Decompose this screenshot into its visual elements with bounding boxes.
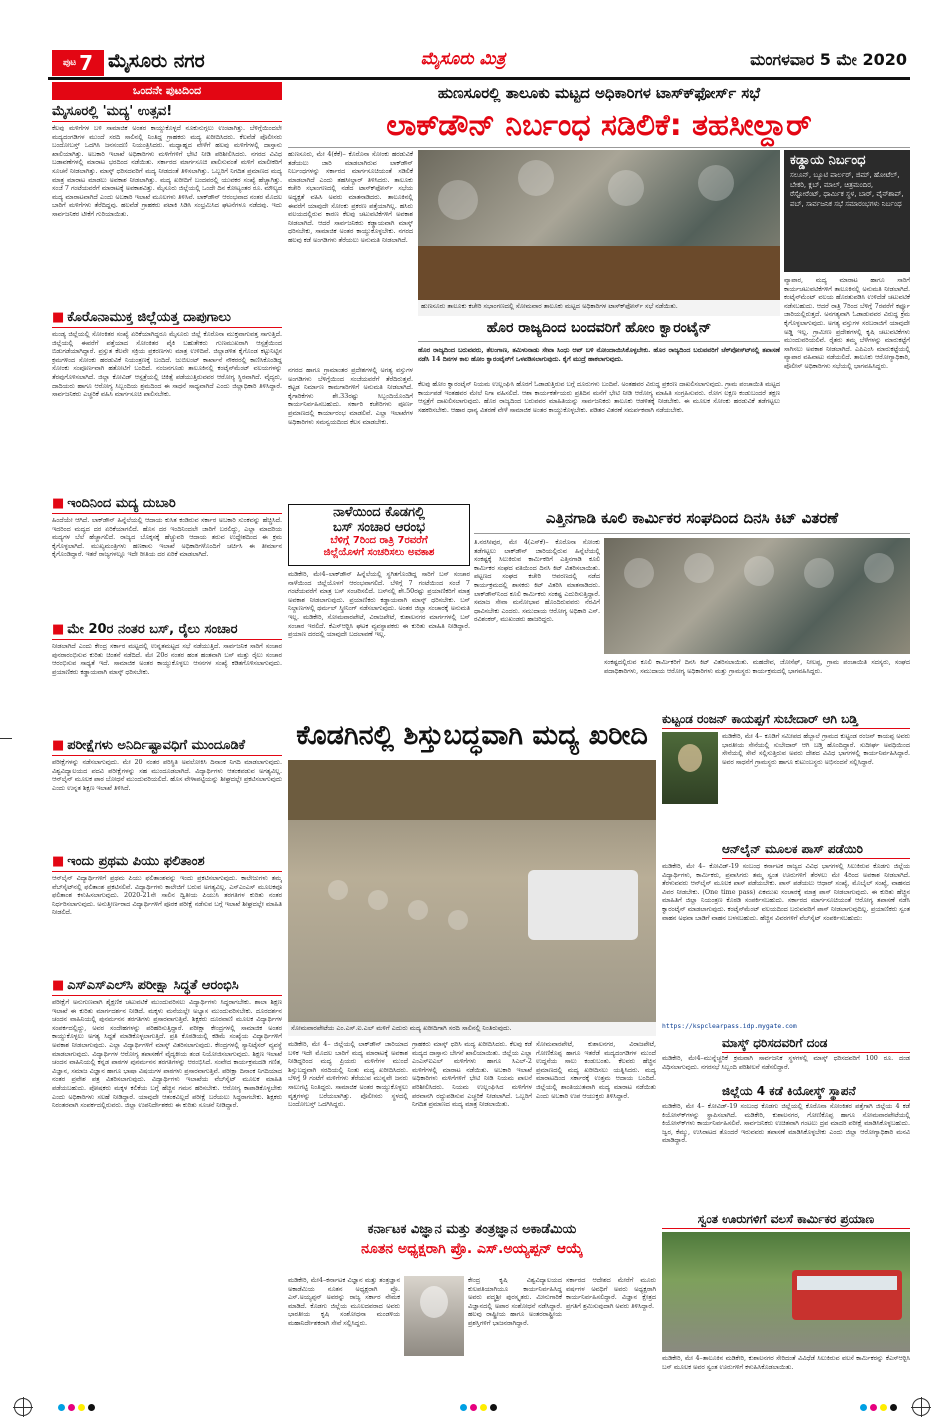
brief-head: ಆನ್‍ಲೈನ್ ಮೂಲಕ ಪಾಸ್ ಪಡೆಯಿರಿ [722, 842, 910, 859]
brand-logo [388, 46, 538, 72]
bullet-icon: ■ [52, 978, 65, 993]
left-item-head-text: ಇಂದಿನಿಂದ ಮದ್ಯ ದುಬಾರಿ [67, 496, 176, 511]
kodagu-bus-body: ಮಡಿಕೇರಿ, ಮೇ4–ಲಾಕ್‍ಡೌನ್ ಹಿನ್ನೆಲೆಯಲ್ಲಿ ಸ್ಥಗಿತಗೊಂಡಿದ್ದ ಸಾರಿಗೆ ಬಸ್ ಸಂಚಾರ ನಾಳೆಯಿಂದ ಜಿಲ್ಲೆಯೊಳಗೆ ಆರಂಭವಾಗಲಿದೆ. ಬೆಳಿಗ್ಗೆ 7 ಗಂಟೆಯಿಂದ ಸಂಜೆ 7 ಗಂಟೆಯವರೆಗೆ ಮಾತ್ರ ಬಸ್ ಸಂಚರಿಸಲಿದೆ. ಬಸ್‍ನಲ್ಲಿ ಶೇ.50ರಷ್ಟು ಪ್ರಯಾಣಿಕರಿಗೆ ಮಾತ್ರ ಅವಕಾಶ ನೀಡಲಾಗುವುದು. ಪ್ರಯಾಣಿಕರು ಕಡ್ಡಾಯವಾಗಿ ಮಾಸ್ಕ್ ಧರಿಸಬೇಕು. ಬಸ್ ನಿಲ್ದಾಣಗಳಲ್ಲಿ ಥರ್ಮಲ್ ಸ್ಕ್ರೀನಿಂಗ್ ನಡೆಸಲಾಗುವುದು. ಅಂತರ ಜಿಲ್ಲಾ ಸಂಚಾರಕ್ಕೆ ಅನುಮತಿ ಇಲ್ಲ. ಮಡಿಕೇರಿ, ಸೋಮವಾರಪೇಟೆ, ವಿರಾಜಪೇಟೆ, ಕುಶಾಲನಗರ ಮಾರ್ಗಗಳಲ್ಲಿ ಬಸ್ ಸಂಚಾರ ಇರಲಿದೆ. ಕೆಎಸ್‍ಆರ್‍ಟಿಸಿ ಘಟಕ ವ್ಯವಸ್ಥಾಪಕರು ಈ ಕುರಿತು ಮಾಹಿತಿ ನೀಡಿದ್ದಾರೆ. ಪ್ರಯಾಣ ದರದಲ್ಲಿ ಯಾವುದೇ ಬದಲಾವಣೆ ಇಲ್ಲ. [288, 570, 470, 639]
left-item-body: ನೀಡಲಾಗಿದೆ ಎಂದು ಕೇಂದ್ರ ಸರ್ಕಾರ ಮಟ್ಟದಲ್ಲಿ ಉನ್ನತಮಟ್ಟದ ಸಭೆ ನಡೆಯುತ್ತಿದೆ. ಸಾರ್ವಜನಿಕ ಸಾರಿಗೆ ಸಂಚಾರ ಪುನರಾರಂಭಿಸುವ ಕುರಿತು ಚಿಂತನೆ ನಡೆದಿದೆ. ಮೇ 20ರ ನಂತರ ಹಂತ ಹಂತವಾಗಿ ಬಸ್ ಮತ್ತು ರೈಲು ಸಂಚಾರ ಆರಂಭಿಸುವ ಸಾಧ್ಯತೆ ಇದೆ. ಸಾಮಾಜಿಕ ಅಂತರ ಕಾಯ್ದುಕೊಳ್ಳಲು ಆಸನಗಳ ಸಂಖ್ಯೆ ಕಡಿತಗೊಳಿಸಲಾಗುವುದು. ಪ್ರಯಾಣಿಕರು ಕಡ್ಡಾಯವಾಗಿ ಮಾಸ್ಕ್ ಧರಿಸಬೇಕು. [52, 642, 282, 676]
kaddaya-box-title: ಕಡ್ಡಾಯ ನಿರ್ಬಂಧ [790, 153, 866, 168]
home-quarantine-body: ಕೆಲವು ಹೋಂ ಕ್ವಾರಂಟೈನ್ ನಿಯಮ ಉಲ್ಲಂಘಿಸಿ ಹೊರಗೆ ಓಡಾಡುತ್ತಿರುವ ಬಗ್ಗೆ ದೂರುಗಳು ಬಂದಿವೆ. ಅಂತಹವರ ವಿರುದ್ಧ ಪ್ರಕರಣ ದಾಖಲಿಸಲಾಗುವುದು. ಗ್ರಾಮ ಪಂಚಾಯಿತಿ ಮಟ್ಟದ ಕಾರ್ಯಪಡೆ ಇಂತಹವರ ಮೇಲೆ ನಿಗಾ ವಹಿಸಲಿದೆ. ಆಶಾ ಕಾರ್ಯಕರ್ತೆಯರು ಪ್ರತಿದಿನ ಮನೆಗೆ ಭೇಟಿ ನೀಡಿ ಆರೋಗ್ಯ ಮಾಹಿತಿ ಸಂಗ್ರಹಿಸುವರು. ರೋಗ ಲಕ್ಷಣ ಕಂಡುಬಂದರೆ ತಕ್ಷಣ ಆಸ್ಪತ್ರೆಗೆ ದಾಖಲಿಸಲಾಗುವುದು. ಹೊರ ರಾಜ್ಯದಿಂದ ಬರುವವರ ಮಾಹಿತಿಯನ್ನು ಸಾರ್ವಜನಿಕರು ತಾಲೂಕು ಆಡಳಿತಕ್ಕೆ ನೀಡಬೇಕು. ಈ ಮೂಲಕ ಸೋಂಕು ಹರಡುವಿಕೆ ತಡೆಗಟ್ಟಲು ಸಹಕರಿಸಬೇಕು. ಆಹಾರ ಧಾನ್ಯ ವಿತರಣೆ ವೇಳೆ ಸಾಮಾಜಿಕ ಅಂತರ ಕಾಯ್ದುಕೊಳ್ಳಬೇಕು. ಪಡಿತರ ವಿತರಣೆ ಸಮರ್ಪಕವಾಗಿ ನಡೆಯಬೇಕು. [418, 380, 780, 414]
top-story-kicker: ಹುಣಸೂರಲ್ಲಿ ತಾಲೂಕು ಮಟ್ಟದ ಅಧಿಕಾರಿಗಳ ಟಾಸ್ಕ್‍ಫೋರ್ಸ್ ಸಭೆ [437, 84, 761, 102]
kaddaya-box [784, 150, 910, 272]
section-name: ಮೈಸೂರು ನಗರ [108, 50, 205, 72]
home-quarantine-lead: ಹೊರ ರಾಜ್ಯದಿಂದ ಬರುವವರು, ತೆಲಂಗಾಣ, ತಮಿಳುನಾಡು ಸೇವಾ ಸಿಂಧು ಆಪ್ ಬಳಿ ನೋಂದಾಯಿಸಿಕೊಳ್ಳಬೇಕು. ಹೊರ ರಾಜ್ಯದಿಂದ ಬರುವವರಿಗೆ ಚೆಕ್‍ಪೋಸ್ಟ್‍ನಲ್ಲಿ ತಪಾಸಣೆ ನಡೆಸಿ 14 ದಿನಗಳ ಕಾಲ ಹೋಂ ಕ್ವಾರಂಟೈನ್‍ಗೆ ಒಳಪಡಿಸಲಾಗುವುದು. ಕೈಗೆ ಮುದ್ರೆ ಹಾಕಲಾಗುವುದು. [418, 346, 780, 363]
brief-body: ಮಡಿಕೇರಿ, ಮೇ4–ಮುನ್ನೆಚ್ಚರಿಕೆ ಕ್ರಮವಾಗಿ ಸಾರ್ವಜನಿಕ ಸ್ಥಳಗಳಲ್ಲಿ ಮಾಸ್ಕ್ ಧರಿಸದವರಿಗೆ 100 ರೂ. ದಂಡ ವಿಧಿಸಲಾಗುವುದು. ನಗರಸಭೆ ಸಿಬ್ಬಂದಿ ಪರಿಶೀಲನೆ ನಡೆಸಲಿದ್ದಾರೆ. [662, 1054, 910, 1071]
kaddaya-text: ವ್ಯಾಪಾರ, ಮದ್ಯ ಮಾರಾಟ ಹಾಗೂ ಸಾರಿಗೆ ಕಾರ್ಯಚಟುವಟಿಕೆಗಳಿಗೆ ತಾಲೂಕಿನಲ್ಲಿ ಅನುಮತಿ ನೀಡಲಾಗಿದೆ. ಕಂಟೈನ್‍ಮೆಂಟ್ ವಲಯ ಹೊರತುಪಡಿಸಿ ಉಳಿದೆಡೆ ಚಟುವಟಿಕೆ ನಡೆಸಬಹುದು. ಆದರೆ ರಾತ್ರಿ 7ರಿಂದ ಬೆಳಿಗ್ಗೆ 7ರವರೆಗೆ ಕರ್ಫ್ಯೂ ಜಾರಿಯಲ್ಲಿರುತ್ತದೆ. ಅನಗತ್ಯವಾಗಿ ಓಡಾಡುವವರ ವಿರುದ್ಧ ಕ್ರಮ ಕೈಗೊಳ್ಳಲಾಗುವುದು. ಅಗತ್ಯ ವಸ್ತುಗಳ ಸರಬರಾಜಿಗೆ ಯಾವುದೇ ಅಡ್ಡಿ ಇಲ್ಲ. ಗ್ರಾಮೀಣ ಪ್ರದೇಶಗಳಲ್ಲಿ ಕೃಷಿ ಚಟುವಟಿಕೆಗಳು ಮುಂದುವರಿಯಲಿವೆ. ರೈತರು ತಮ್ಮ ಬೆಳೆಗಳನ್ನು ಮಾರುಕಟ್ಟೆಗೆ ಸಾಗಿಸಲು ಅವಕಾಶ ನೀಡಲಾಗಿದೆ. ಎಪಿಎಂಸಿ ಮಾರುಕಟ್ಟೆಯಲ್ಲಿ ವ್ಯಾಪಾರ ವಹಿವಾಟು ನಡೆಯಲಿದೆ. ತಾಲೂಕು ಆರೋಗ್ಯಾಧಿಕಾರಿ, ಪೊಲೀಸ್ ಅಧಿಕಾರಿಗಳು ಸಭೆಯಲ್ಲಿ ಭಾಗವಹಿಸಿದ್ದರು. [784, 276, 910, 370]
liquor-queue-photo [288, 760, 656, 1022]
registration-mark-icon [912, 1398, 930, 1416]
left-item-head: ಮೈಸೂರಲ್ಲಿ 'ಮದ್ಯ' ಉತ್ಸವ! [52, 104, 282, 122]
liquor-body-3: ಸೋಮವಾರಪೇಟೆ, ಕುಶಾಲನಗರ, ವಿರಾಜಪೇಟೆ, ಗೋಣಿಕೊಪ್ಪ ಹಾಗೂ ಇತರೆಡೆ ಮದ್ಯದಂಗಡಿಗಳ ಮುಂದೆ ಉದ್ದನೆಯ ಸಾಲು ಕಂಡುಬಂತು. ಕೆಲವರು ಹೆಚ್ಚಿನ ಪ್ರಮಾಣದಲ್ಲಿ ಮದ್ಯ ಖರೀದಿಸಲು ಯತ್ನಿಸಿದರು. ಮದ್ಯ ಮಾರಾಟದಿಂದ ಸರ್ಕಾರಕ್ಕೆ ಉತ್ತಮ ಆದಾಯ ಬಂದಿದೆ. ಜಿಲ್ಲೆಯಲ್ಲಿ ಶಾಂತಿಯುತವಾಗಿ ಮದ್ಯ ಮಾರಾಟ ನಡೆಯಿತು ಎಂದು ಅಬಕಾರಿ ಉಪ ಆಯುಕ್ತರು ತಿಳಿಸಿದ್ದಾರೆ. [536, 1040, 656, 1100]
top-story-body-2: ನಗರದ ಹಾಗೂ ಗ್ರಾಮಾಂತರ ಪ್ರದೇಶಗಳಲ್ಲಿ ಅಗತ್ಯ ವಸ್ತುಗಳ ಅಂಗಡಿಗಳು ಬೆಳಿಗ್ಗೆಯಿಂದ ಸಂಜೆಯವರೆಗೆ ತೆರೆದಿರುತ್ತವೆ. ಕಟ್ಟಡ ನಿರ್ಮಾಣ ಕಾಮಗಾರಿಗಳಿಗೆ ಅನುಮತಿ ನೀಡಲಾಗಿದೆ. ಕೈಗಾರಿಕೆಗಳು ಶೇ.33ರಷ್ಟು ಸಿಬ್ಬಂದಿಯೊಂದಿಗೆ ಕಾರ್ಯನಿರ್ವಹಿಸಬಹುದು. ಸರ್ಕಾರಿ ಕಚೇರಿಗಳು ಪೂರ್ಣ ಪ್ರಮಾಣದಲ್ಲಿ ಕಾರ್ಯಾರಂಭ ಮಾಡಲಿವೆ. ಎಲ್ಲಾ ಇಲಾಖೆಗಳ ಅಧಿಕಾರಿಗಳು ಸಮನ್ವಯದಿಂದ ಕೆಲಸ ಮಾಡಬೇಕು. [288, 366, 413, 426]
taskforce-photo-caption: ಹುಣಸೂರು ತಾಲೂಕು ಕಚೇರಿ ಸಭಾಂಗಣದಲ್ಲಿ ಸೋಮವಾರ ತಾಲೂಕು ಮಟ್ಟದ ಅಧಿಕಾರಿಗಳ ಟಾಸ್ಕ್‍ಫೋರ್ಸ್ ಸಭೆ ನಡೆಯಿತು. [418, 300, 780, 316]
brief-body: ಮಡಿಕೇರಿ, ಮೇ 4– ಕೋವಿಡ್-19 ಸಂಬಂಧ ಕರ್ನಾಟಕ ರಾಜ್ಯದ ವಿವಿಧ ಭಾಗಗಳಲ್ಲಿ ಸಿಲುಕಿರುವ ಕೊಡಗು ಜಿಲ್ಲೆಯ ವಿದ್ಯಾರ್ಥಿಗಳು, ಕಾರ್ಮಿಕರು, ಪ್ರವಾಸಿಗರು ತಮ್ಮ ಸ್ವಂತ ಊರುಗಳಿಗೆ ತೆರಳಲು ಮೇ 4ರಿಂದ ಅವಕಾಶ ನೀಡಲಾಗಿದೆ. ತೆರಳುವವರು ಆನ್‍ಲೈನ್ ಮೂಲಕ ಪಾಸ್ ಪಡೆಯಬೇಕು. ಪಾಸ್ ಪಡೆಯಲು ಆಧಾರ್ ಸಂಖ್ಯೆ, ಮೊಬೈಲ್ ಸಂಖ್ಯೆ, ವಾಹನದ ವಿವರ ನೀಡಬೇಕು. (One time pass) ಏಕಮುಖ ಸಂಚಾರಕ್ಕೆ ಮಾತ್ರ ಪಾಸ್ ನೀಡಲಾಗುವುದು. ಈ ಕುರಿತು ಹೆಚ್ಚಿನ ಮಾಹಿತಿಗೆ ಜಿಲ್ಲಾ ನಿಯಂತ್ರಣ ಕೊಠಡಿ ಸಂಪರ್ಕಿಸಬಹುದು. ಸರ್ಕಾರದ ಮಾರ್ಗಸೂಚಿಯಂತೆ ಆರೋಗ್ಯ ತಪಾಸಣೆ ನಡೆಸಿ ಕ್ವಾರಂಟೈನ್ ಮಾಡಲಾಗುವುದು. ಕಂಟೈನ್‍ಮೆಂಟ್ ವಲಯದಿಂದ ಬರುವವರಿಗೆ ಪಾಸ್ ನೀಡಲಾಗುವುದಿಲ್ಲ. ಪ್ರಯಾಣಿಕರು ಸ್ವಂತ ವಾಹನ ಅಥವಾ ಬಾಡಿಗೆ ವಾಹನ ಬಳಸಬಹುದು. ಹೆಚ್ಚಿನ ವಿವರಗಳಿಗೆ ವೆಬ್‍ಸೈಟ್ ಸಂಪರ್ಕಿಸಬಹುದು: [662, 862, 910, 922]
left-item-head-text: ಪರೀಕ್ಷೆಗಳು ಅನಿರ್ದಿಷ್ಟಾವಧಿಗೆ ಮುಂದೂಡಿಕೆ [67, 738, 245, 753]
left-item-head [52, 622, 282, 640]
pass-url-link[interactable]: https://kspclearpass.idp.mygate.com [662, 1022, 797, 1030]
left-item-head [52, 310, 282, 328]
bullet-icon: ■ [52, 496, 65, 511]
brand-name: ಮೈಸೂರು ಮಿತ್ರ [420, 49, 506, 69]
top-story-body: ಹುಣಸೂರು, ಮೇ 4(ಕೆಕೆ)– ಕೊರೊನಾ ಸೋಂಕು ಹರಡುವಿಕೆ ತಡೆಯಲು ಜಾರಿ ಮಾಡಲಾಗಿರುವ ಲಾಕ್‍ಡೌನ್ ನಿರ್ಬಂಧಗಳನ್ನು ಸರ್ಕಾರದ ಮಾರ್ಗಸೂಚಿಯಂತೆ ಸಡಿಲಿಕೆ ಮಾಡಲಾಗಿದೆ ಎಂದು ತಹಸೀಲ್ದಾರ್ ತಿಳಿಸಿದರು. ತಾಲೂಕು ಕಚೇರಿ ಸಭಾಂಗಣದಲ್ಲಿ ನಡೆದ ಟಾಸ್ಕ್‍ಫೋರ್ಸ್ ಸಭೆಯ ಅಧ್ಯಕ್ಷತೆ ವಹಿಸಿ ಅವರು ಮಾತನಾಡಿದರು. ತಾಲೂಕಿನಲ್ಲಿ ಈವರೆಗೆ ಯಾವುದೇ ಸೋಂಕು ಪ್ರಕರಣ ಪತ್ತೆಯಾಗಿಲ್ಲ. ಹಸಿರು ವಲಯದಲ್ಲಿರುವ ಕಾರಣ ಕೆಲವು ಚಟುವಟಿಕೆಗಳಿಗೆ ಅವಕಾಶ ನೀಡಲಾಗಿದೆ. ಆದರೆ ಸಾರ್ವಜನಿಕರು ಕಡ್ಡಾಯವಾಗಿ ಮಾಸ್ಕ್ ಧರಿಸಬೇಕು, ಸಾಮಾಜಿಕ ಅಂತರ ಕಾಯ್ದುಕೊಳ್ಳಬೇಕು. ನಗರದ ಹಲವು ಕಡೆ ಅಂಗಡಿಗಳು ತೆರೆಯಲು ಅನುಮತಿ ನೀಡಲಾಗಿದೆ. [288, 150, 413, 244]
masthead-rule [48, 77, 910, 80]
left-item-head [52, 978, 282, 996]
liquor-body-2: ಗ್ರಾಹಕರು ಮಾಸ್ಕ್ ಧರಿಸಿ ಮದ್ಯ ಖರೀದಿಸಿದರು. ಕೆಲವು ಕಡೆ ಮದ್ಯದ ದಾಸ್ತಾನು ಬೇಗನೆ ಖಾಲಿಯಾಯಿತು. ಜಿಲ್ಲೆಯ ಎಲ್ಲಾ ಎಂಎಸ್‍ಐಎಲ್ ಮಳಿಗೆಗಳು ಹಾಗೂ ಸಿಎಲ್-2 ಮಳಿಗೆಗಳಲ್ಲಿ ಮಾರಾಟ ನಡೆಯಿತು. ಅಬಕಾರಿ ಇಲಾಖೆ ಅಧಿಕಾರಿಗಳು ಮಳಿಗೆಗಳಿಗೆ ಭೇಟಿ ನೀಡಿ ನಿಯಮ ಪಾಲನೆ ಪರಿಶೀಲಿಸಿದರು. ನಿಯಮ ಉಲ್ಲಂಘಿಸಿದ ಮಳಿಗೆಗಳ ಪರವಾನಗಿ ರದ್ದುಪಡಿಸುವ ಎಚ್ಚರಿಕೆ ನೀಡಲಾಗಿದೆ. ಒಬ್ಬರಿಗೆ ನಿಗದಿತ ಪ್ರಮಾಣದ ಮದ್ಯ ಮಾತ್ರ ನೀಡಲಾಯಿತು. [412, 1040, 532, 1109]
brief-head: ಸ್ವಂತ ಊರುಗಳಿಗೆ ವಲಸೆ ಕಾರ್ಮಿಕರ ಪ್ರಯಾಣ [662, 1212, 910, 1229]
liquor-photo-caption: ಸೋಮವಾರಪೇಟೆಯ ಎಂ.ಎಸ್.ಐ.ಎಲ್ ಮಳಿಗೆ ಎದುರು ಮದ್ಯ ಖರೀದಿಗಾಗಿ ಸರದಿ ಸಾಲಿನಲ್ಲಿ ನಿಂತಿರುವುದು. [288, 1022, 656, 1036]
left-item-body: ಆನ್‍ಲೈನ್ ವಿದ್ಯಾರ್ಥಿಗಳಿಗೆ ಪ್ರಥಮ ಪಿಯು ಫಲಿತಾಂಶವನ್ನು ಇಂದು ಪ್ರಕಟಿಸಲಾಗುವುದು. ಕಾಲೇಜುಗಳು ತಮ್ಮ ವೆಬ್‍ಸೈಟ್‍ನಲ್ಲಿ ಫಲಿತಾಂಶ ಪ್ರಕಟಿಸಲಿವೆ. ವಿದ್ಯಾರ್ಥಿಗಳು ಕಾಲೇಜಿಗೆ ಬರುವ ಅಗತ್ಯವಿಲ್ಲ. ಎಸ್‍ಎಂಎಸ್ ಮೂಲಕವೂ ಫಲಿತಾಂಶ ಕಳುಹಿಸಲಾಗುವುದು. 2020-21ನೇ ಸಾಲಿನ ದ್ವಿತೀಯ ಪಿಯುಸಿ ತರಗತಿಗಳ ಕುರಿತು ನಂತರ ನಿರ್ಧರಿಸಲಾಗುವುದು. ಅನುತ್ತೀರ್ಣರಾದ ವಿದ್ಯಾರ್ಥಿಗಳಿಗೆ ಪೂರಕ ಪರೀಕ್ಷೆ ನಡೆಸುವ ಬಗ್ಗೆ ಇಲಾಖೆ ಶೀಘ್ರದಲ್ಲೇ ಮಾಹಿತಿ ನೀಡಲಿದೆ. [52, 874, 282, 917]
academy-body-1: ಮಡಿಕೇರಿ, ಮೇ4–ಕರ್ನಾಟಕ ವಿಜ್ಞಾನ ಮತ್ತು ತಂತ್ರಜ್ಞಾನ ಅಕಾಡೆಮಿಯ ನೂತನ ಅಧ್ಯಕ್ಷರಾಗಿ ಪ್ರೊ. ಎಸ್.ಅಯ್ಯಪ್ಪನ್ ಅವರನ್ನು ರಾಜ್ಯ ಸರ್ಕಾರ ನೇಮಕ ಮಾಡಿದೆ. ಕೊಡಗು ಜಿಲ್ಲೆಯ ಮೂಲದವರಾದ ಅವರು ಭಾರತೀಯ ಕೃಷಿ ಸಂಶೋಧನಾ ಮಂಡಳಿಯ ಮಹಾನಿರ್ದೇಶಕರಾಗಿ ಸೇವೆ ಸಲ್ಲಿಸಿದ್ದರು. [288, 1276, 400, 1327]
left-item-head-text: ಎಸ್‍ಎಸ್‍ಎಲ್‍ಸಿ ಪರೀಕ್ಷಾ ಸಿದ್ಧತೆ ಆರಂಭಿಸಿ [67, 978, 239, 993]
kit-story-head: ಎತ್ತಿನಗಾಡಿ ಕೂಲಿ ಕಾರ್ಮಿಕರ ಸಂಘದಿಂದ ದಿನಸಿ ಕಿಟ್ ವಿತರಣೆ [545, 509, 839, 527]
left-item-body: ಕೆಲವು ಮಳಿಗೆಗಳ ಬಳಿ ಸಾಮಾಜಿಕ ಅಂತರ ಕಾಯ್ದುಕೊಳ್ಳದೆ ನೂಕುನುಗ್ಗಲು ಉಂಟಾಗಿತ್ತು. ಬೆಳಿಗ್ಗೆಯಿಂದಲೇ ಮದ್ಯದಂಗಡಿಗಳ ಮುಂದೆ ಸರದಿ ಸಾಲಿನಲ್ಲಿ ನಿಂತಿದ್ದ ಗ್ರಾಹಕರು ಮದ್ಯ ಖರೀದಿಸಿದರು. ಕೆಲವೆಡೆ ಪೊಲೀಸರು ಬಂದೋಬಸ್ತ್ ಒದಗಿಸಿ ಜನಸಂದಣಿ ನಿಯಂತ್ರಿಸಿದರು. ಮಧ್ಯಾಹ್ನದ ವೇಳೆಗೆ ಹಲವು ಮಳಿಗೆಗಳಲ್ಲಿ ದಾಸ್ತಾನು ಖಾಲಿಯಾಗಿತ್ತು. ಅಬಕಾರಿ ಇಲಾಖೆ ಅಧಿಕಾರಿಗಳು ಮಳಿಗೆಗಳಿಗೆ ಭೇಟಿ ನೀಡಿ ಪರಿಶೀಲಿಸಿದರು. ನಗರದ ವಿವಿಧ ಬಡಾವಣೆಗಳಲ್ಲಿ ಮಾರಾಟ ಭರದಿಂದ ನಡೆಯಿತು. ಸರ್ಕಾರದ ಮಾರ್ಗಸೂಚಿ ಪಾಲಿಸುವಂತೆ ಮಳಿಗೆ ಮಾಲೀಕರಿಗೆ ಸೂಚನೆ ನೀಡಲಾಗಿತ್ತು. ಮಾಸ್ಕ್ ಧರಿಸದವರಿಗೆ ಮದ್ಯ ನೀಡದಂತೆ ತಿಳಿಸಲಾಗಿತ್ತು. ಒಬ್ಬರಿಗೆ ನಿಗದಿತ ಪ್ರಮಾಣದ ಮದ್ಯ ಮಾತ್ರ ಮಾರಾಟ ಮಾಡಲು ಅವಕಾಶ ನೀಡಲಾಗಿತ್ತು. ಮದ್ಯ ಖರೀದಿಗೆ ಬಂದವರಲ್ಲಿ ಯುವಕರ ಸಂಖ್ಯೆ ಹೆಚ್ಚಾಗಿತ್ತು. ಸಂಜೆ 7 ಗಂಟೆಯವರೆಗೆ ಮಾರಾಟಕ್ಕೆ ಅವಕಾಶವಿತ್ತು. ಮೈಸೂರು ಜಿಲ್ಲೆಯಲ್ಲಿ ಒಂದೇ ದಿನ ಕೋಟ್ಯಂತರ ರೂ. ಮೌಲ್ಯದ ಮದ್ಯ ಮಾರಾಟವಾಗಿದೆ ಎಂದು ಅಬಕಾರಿ ಇಲಾಖೆ ಮೂಲಗಳು ತಿಳಿಸಿವೆ. ಲಾಕ್‍ಡೌನ್ ಆರಂಭವಾದ ನಂತರ ಮೊದಲ ಬಾರಿಗೆ ಮಳಿಗೆಗಳು ತೆರೆದಿದ್ದವು. ಹಲವೆಡೆ ಗ್ರಾಹಕರು ಪಟಾಕಿ ಸಿಡಿಸಿ ಸಂಭ್ರಮಿಸಿದ ಘಟನೆಗಳೂ ನಡೆದವು. ಇದು ಸಾರ್ವಜನಿಕರ ಟೀಕೆಗೆ ಗುರಿಯಾಯಿತು. [52, 124, 282, 218]
academy-head1: ಕರ್ನಾಟಕ ವಿಜ್ಞಾನ ಮತ್ತು ತಂತ್ರಜ್ಞಾನ ಅಕಾಡೆಮಿಯ [367, 1222, 577, 1237]
color-bar [460, 1404, 497, 1414]
ranjan-kaiyappa-portrait [662, 732, 718, 804]
top-story-headline: ಲಾಕ್‍ಡೌನ್ ನಿರ್ಬಂಧ ಸಡಿಲಿಕೆ: ತಹಸೀಲ್ದಾರ್ [288, 104, 910, 148]
brief-body: ಮಡಿಕೇರಿ, ಮೇ 4– ಕೂಡಿಗೆ ಸಮೀಪದ ಹೆಬ್ಬಾಲೆ ಗ್ರಾಮದ ಕುಟ್ಟಂಡ ರಂಜನ್ ಕಾಯಪ್ಪ ಅವರು ಭಾರತೀಯ ಸೇನೆಯಲ್ಲಿ ಸುಬೇದಾರ್ ಆಗಿ ಬಡ್ತಿ ಹೊಂದಿದ್ದಾರೆ. ಸುದೀರ್ಘ ಅವಧಿಯಿಂದ ಸೇನೆಯಲ್ಲಿ ಸೇವೆ ಸಲ್ಲಿಸುತ್ತಿರುವ ಅವರು ದೇಶದ ವಿವಿಧ ಭಾಗಗಳಲ್ಲಿ ಕಾರ್ಯನಿರ್ವಹಿಸಿದ್ದಾರೆ. ಅವರ ಸಾಧನೆಗೆ ಗ್ರಾಮಸ್ಥರು ಹಾಗೂ ಕುಟುಂಬಸ್ಥರು ಅಭಿನಂದನೆ ಸಲ್ಲಿಸಿದ್ದಾರೆ. [722, 732, 910, 766]
crop-mark [0, 738, 12, 739]
left-item-head [52, 496, 282, 514]
ayyappan-portrait [404, 1276, 464, 1356]
left-item-body: ಮಂಡ್ಯ ಜಿಲ್ಲೆಯಲ್ಲಿ ಸೋಂಕಿತರ ಸಂಖ್ಯೆ ಏರಿಕೆಯಾಗಿದ್ದರೂ ಮೈಸೂರು ಜಿಲ್ಲೆ ಕೊರೊನಾ ಮುಕ್ತವಾಗುವತ್ತ ಸಾಗುತ್ತಿದೆ. ಜಿಲ್ಲೆಯಲ್ಲಿ ಈವರೆಗೆ ಪತ್ತೆಯಾದ ಸೋಂಕಿತರ ಪೈಕಿ ಬಹುತೇಕರು ಗುಣಮುಖರಾಗಿ ಆಸ್ಪತ್ರೆಯಿಂದ ಬಿಡುಗಡೆಯಾಗಿದ್ದಾರೆ. ಪ್ರಸ್ತುತ ಕೆಲವೇ ಸಕ್ರಿಯ ಪ್ರಕರಣಗಳು ಮಾತ್ರ ಉಳಿದಿವೆ. ಜಿಲ್ಲಾಡಳಿತ ಕೈಗೊಂಡ ಕಟ್ಟುನಿಟ್ಟಿನ ಕ್ರಮಗಳಿಂದ ಸೋಂಕು ಹರಡುವಿಕೆ ನಿಯಂತ್ರಣಕ್ಕೆ ಬಂದಿದೆ. ಜುಬಿಲಂಟ್ ಕಾರ್ಖಾನೆ ನೌಕರರಲ್ಲಿ ಕಾಣಿಸಿಕೊಂಡಿದ್ದ ಸೋಂಕು ಸಂಪೂರ್ಣವಾಗಿ ಹತೋಟಿಗೆ ಬಂದಿದೆ. ನಂಜನಗೂಡು ತಾಲೂಕಿನಲ್ಲಿ ಕಂಟೈನ್‍ಮೆಂಟ್ ವಲಯಗಳನ್ನು ತೆರವುಗೊಳಿಸಲಾಗಿದೆ. ಜಿಲ್ಲಾ ಕೋವಿಡ್ ಆಸ್ಪತ್ರೆಯಲ್ಲಿ ಚಿಕಿತ್ಸೆ ಪಡೆಯುತ್ತಿರುವವರ ಆರೋಗ್ಯ ಸ್ಥಿರವಾಗಿದೆ. ವೈದ್ಯರು, ದಾದಿಯರು ಹಾಗೂ ಆರೋಗ್ಯ ಸಿಬ್ಬಂದಿಯ ಶ್ರಮದಿಂದ ಈ ಸಾಧನೆ ಸಾಧ್ಯವಾಗಿದೆ ಎಂದು ಜಿಲ್ಲಾಧಿಕಾರಿ ತಿಳಿಸಿದ್ದಾರೆ. ಸಾರ್ವಜನಿಕರು ಎಚ್ಚರಿಕೆ ವಹಿಸಿ ಮಾರ್ಗಸೂಚಿ ಪಾಲಿಸಬೇಕು. [52, 330, 282, 399]
kit-photo-caption-text: ಸಂಕಷ್ಟದಲ್ಲಿರುವ ಕೂಲಿ ಕಾರ್ಮಿಕರಿಗೆ ದಿನಸಿ ಕಿಟ್ ವಿತರಿಸಲಾಯಿತು. ಮಹದೇವ, ಜೋಸೆಫ್, ನೀಲಪ್ಪ, ಗ್ರಾಮ ಪಂಚಾಯಿತಿ ಸದಸ್ಯರು, ಸಂಘದ ಪದಾಧಿಕಾರಿಗಳು, ಸಮುದಾಯ ಆರೋಗ್ಯ ಅಧಿಕಾರಿಗಳು ಮತ್ತು ಗ್ರಾಮಸ್ಥರು ಕಾರ್ಯಕ್ರಮದಲ್ಲಿ ಭಾಗವಹಿಸಿದ್ದರು. [604, 658, 910, 675]
academy-head2: ನೂತನ ಅಧ್ಯಕ್ಷರಾಗಿ ಪ್ರೊ. ಎಸ್.ಅಯ್ಯಪ್ಪನ್ ಆಯ್ಕೆ [361, 1241, 583, 1257]
left-column [52, 82, 282, 1392]
brief-head: ಜಿಲ್ಲೆಯ 4 ಕಡೆ ಕಿಯೋಸ್ಕ್ ಸ್ಥಾಪನೆ [722, 1084, 910, 1101]
bullet-icon: ■ [52, 622, 65, 637]
brief-head: ಮಾಸ್ಕ್ ಧರಿಸದವರಿಗೆ ದಂಡ [722, 1036, 910, 1053]
bullet-icon: ■ [52, 738, 65, 753]
brief-head: ಕುಟ್ಟಂಡ ರಂಜನ್ ಕಾಯಪ್ಪಗೆ ಸುಬೇದಾರ್ ಆಗಿ ಬಡ್ತಿ [662, 712, 910, 729]
kit-distribution-photo [604, 538, 910, 654]
kodagu-bus-sub1: ಬೆಳಿಗ್ಗೆ 7ರಿಂದ ರಾತ್ರಿ 7ರವರೆಗೆ [330, 535, 428, 546]
migrant-photo-caption-text: ಮಡಿಕೇರಿ, ಮೇ 4–ತಾಲೂಕಿನ ಮಡಿಕೇರಿ, ಕುಶಾಲನಗರ ಸೇರಿದಂತೆ ವಿವಿಧೆಡೆ ಸಿಲುಕಿರುವ ವಲಸೆ ಕಾರ್ಮಿಕರನ್ನು ಕೆಎಸ್‍ಆರ್‍ಟಿಸಿ ಬಸ್ ಮೂಲಕ ಅವರ ಸ್ವಂತ ಊರುಗಳಿಗೆ ಕಳುಹಿಸಿಕೊಡಲಾಯಿತು. [662, 1354, 910, 1371]
masthead [0, 0, 945, 80]
left-item-body: ಪರೀಕ್ಷೆಗಳನ್ನು ನಡೆಸಲಾಗುವುದು. ಮೇ 20 ನಂತರ ಪರಿಸ್ಥಿತಿ ಅವಲೋಕಿಸಿ ದಿನಾಂಕ ನಿಗದಿ ಮಾಡಲಾಗುವುದು. ವಿಶ್ವವಿದ್ಯಾಲಯದ ಪದವಿ ಪರೀಕ್ಷೆಗಳನ್ನು ಸಹ ಮುಂದೂಡಲಾಗಿದೆ. ವಿದ್ಯಾರ್ಥಿಗಳು ಆತಂಕಪಡುವ ಅಗತ್ಯವಿಲ್ಲ. ಆನ್‍ಲೈನ್ ಮೂಲಕ ಪಾಠ ಬೋಧನೆ ಮುಂದುವರಿಯಲಿದೆ. ಹೊಸ ವೇಳಾಪಟ್ಟಿಯನ್ನು ಶೀಘ್ರದಲ್ಲೇ ಪ್ರಕಟಿಸಲಾಗುವುದು ಎಂದು ಉನ್ನತ ಶಿಕ್ಷಣ ಇಲಾಖೆ ತಿಳಿಸಿದೆ. [52, 758, 282, 792]
kodagu-bus-head1: ನಾಳೆಯಿಂದ ಕೊಡಗಲ್ಲಿ [333, 505, 425, 520]
left-item-body: ಹಿಂದೆಯೇ ಆಗಿದೆ. ಲಾಕ್‍ಡೌನ್ ಹಿನ್ನೆಲೆಯಲ್ಲಿ ಆದಾಯ ಕುಸಿತ ಕಂಡಿರುವ ಸರ್ಕಾರ ಅಬಕಾರಿ ಸುಂಕವನ್ನು ಹೆಚ್ಚಿಸಿದೆ. ಇದರಿಂದ ಮದ್ಯದ ದರ ಏರಿಕೆಯಾಗಲಿದೆ. ಹೊಸ ದರ ಇಂದಿನಿಂದಲೇ ಜಾರಿಗೆ ಬರಲಿದ್ದು, ಎಲ್ಲಾ ಮಾದರಿಯ ಮದ್ಯಗಳ ಬೆಲೆ ಹೆಚ್ಚಾಗಲಿದೆ. ರಾಜ್ಯದ ಬೊಕ್ಕಸಕ್ಕೆ ಹೆಚ್ಚುವರಿ ಆದಾಯ ತರುವ ಉದ್ದೇಶದಿಂದ ಈ ಕ್ರಮ ಕೈಗೊಳ್ಳಲಾಗಿದೆ. ಮುಖ್ಯಮಂತ್ರಿಗಳು ಹಣಕಾಸು ಇಲಾಖೆ ಅಧಿಕಾರಿಗಳೊಂದಿಗೆ ಚರ್ಚಿಸಿ ಈ ತೀರ್ಮಾನ ಕೈಗೊಂಡಿದ್ದಾರೆ. ಇತರೆ ರಾಜ್ಯಗಳಲ್ಲೂ ಇದೇ ರೀತಿಯ ದರ ಏರಿಕೆ ಮಾಡಲಾಗಿದೆ. [52, 516, 282, 559]
kodagu-bus-sub2: ಜಿಲ್ಲೆಯೊಳಗೆ ಸಂಚರಿಸಲು ಅವಕಾಶ [323, 547, 435, 558]
kit-story-head-box [474, 504, 910, 534]
liquor-body-1: ಮಡಿಕೇರಿ, ಮೇ 4– ಜಿಲ್ಲೆಯಲ್ಲಿ ಲಾಕ್‍ಡೌನ್ ಜಾರಿಯಾದ ಬಳಿಕ ಇದೇ ಮೊದಲ ಬಾರಿಗೆ ಮದ್ಯ ಮಾರಾಟಕ್ಕೆ ಅವಕಾಶ ನೀಡಿದ್ದರಿಂದ ಮದ್ಯ ಪ್ರಿಯರು ಮಳಿಗೆಗಳ ಮುಂದೆ ಶಿಸ್ತುಬದ್ಧವಾಗಿ ಸರದಿಯಲ್ಲಿ ನಿಂತು ಮದ್ಯ ಖರೀದಿಸಿದರು. ಬೆಳಿಗ್ಗೆ 9 ಗಂಟೆಗೆ ಮಳಿಗೆಗಳು ತೆರೆಯುವ ಮುನ್ನವೇ ಜನರು ಸಾಲುಗಟ್ಟಿ ನಿಂತಿದ್ದರು. ಸಾಮಾಜಿಕ ಅಂತರ ಕಾಯ್ದುಕೊಳ್ಳಲು ವೃತ್ತಗಳನ್ನು ಬರೆಯಲಾಗಿತ್ತು. ಪೊಲೀಸರು ಸ್ಥಳದಲ್ಲಿ ಬಂದೋಬಸ್ತ್ ಒದಗಿಸಿದ್ದರು. [288, 1040, 408, 1109]
brief-body: ಮಡಿಕೇರಿ, ಮೇ 4– ಕೋವಿಡ್-19 ಸಂಬಂಧ ಕೊಡಗು ಜಿಲ್ಲೆಯಲ್ಲಿ ಕೊರೊನಾ ಸೋಂಕಿತರ ಪತ್ತೆಗಾಗಿ ಜಿಲ್ಲೆಯ 4 ಕಡೆ ಕಿಯೋಸ್ಕ್‍ಗಳನ್ನು ಸ್ಥಾಪಿಸಲಾಗಿದೆ. ಮಡಿಕೇರಿ, ಕುಶಾಲನಗರ, ಗೋಣಿಕೊಪ್ಪ ಹಾಗೂ ಸೋಮವಾರಪೇಟೆಯಲ್ಲಿ ಕಿಯೋಸ್ಕ್‍ಗಳು ಕಾರ್ಯನಿರ್ವಹಿಸಲಿವೆ. ಸಾರ್ವಜನಿಕರು ಉಚಿತವಾಗಿ ಗಂಟಲು ದ್ರವ ಮಾದರಿ ಪರೀಕ್ಷೆ ಮಾಡಿಸಿಕೊಳ್ಳಬಹುದು. ಜ್ವರ, ಕೆಮ್ಮು, ಉಸಿರಾಟದ ತೊಂದರೆ ಇರುವವರು ತಪಾಸಣೆ ಮಾಡಿಸಿಕೊಳ್ಳಬೇಕು ಎಂದು ಜಿಲ್ಲಾ ಆರೋಗ್ಯಾಧಿಕಾರಿ ಮನವಿ ಮಾಡಿದ್ದಾರೆ. [662, 1102, 910, 1145]
color-bar [58, 1404, 95, 1414]
left-item-head-text: ಕೊರೊನಾಮುಕ್ತ ಜಿಲ್ಲೆಯತ್ತ ದಾಪುಗಾಲು [67, 310, 231, 325]
kaddaya-box-body: ಸಲೂನ್, ಬ್ಯೂಟಿ ಪಾರ್ಲರ್, ಜಿಮ್, ಹೋಟೆಲ್, ಬೇಕರಿ, ಕ್ಲಬ್, ಮಾಲ್, ಚಿತ್ರಮಂದಿರ, ರೆಸ್ಟೋರೆಂಟ್, ಧಾರ್ಮಿಕ ಸ್ಥಳ, ಬಾರ್, ವೈನ್‍ಶಾಪ್, ಪಬ್, ಸಾರ್ವಜನಿಕ ಸಭೆ ಸಮಾರಂಭಗಳು ನಿರ್ಬಂಧ [790, 171, 904, 208]
page-label: ಪುಟ [62, 58, 77, 68]
academy-head-box [288, 1222, 656, 1272]
left-item-body: ಪರೀಕ್ಷೆಗೆ ಅನುಗುಣವಾಗಿ ಶೈಕ್ಷಣಿಕ ಚಟುವಟಿಕೆ ಮುಂದುವರಿಸಲು ವಿದ್ಯಾರ್ಥಿಗಳು ಸಿದ್ಧರಾಗಬೇಕು. ಶಾಲಾ ಶಿಕ್ಷಣ ಇಲಾಖೆ ಈ ಕುರಿತು ಮಾರ್ಗದರ್ಶನ ನೀಡಿದೆ. ಮಕ್ಕಳು ಮನೆಯಲ್ಲೇ ಅಭ್ಯಾಸ ಮುಂದುವರಿಸಬೇಕು. ದೂರದರ್ಶನ ಚಂದನ ವಾಹಿನಿಯಲ್ಲಿ ಪುನರ್ಮನನ ತರಗತಿಗಳು ಪ್ರಸಾರವಾಗುತ್ತಿವೆ. ಶಿಕ್ಷಕರು ದೂರವಾಣಿ ಮೂಲಕ ವಿದ್ಯಾರ್ಥಿಗಳ ಸಂಪರ್ಕದಲ್ಲಿದ್ದು, ಅವರ ಸಂದೇಹಗಳನ್ನು ಪರಿಹರಿಸುತ್ತಿದ್ದಾರೆ. ಪರೀಕ್ಷಾ ಕೇಂದ್ರಗಳಲ್ಲಿ ಸಾಮಾಜಿಕ ಅಂತರ ಕಾಯ್ದುಕೊಳ್ಳಲು ಅಗತ್ಯ ಸಿದ್ಧತೆ ಮಾಡಿಕೊಳ್ಳಲಾಗುತ್ತಿದೆ. ಪ್ರತಿ ಕೊಠಡಿಯಲ್ಲಿ ಕಡಿಮೆ ಸಂಖ್ಯೆಯ ವಿದ್ಯಾರ್ಥಿಗಳಿಗೆ ಅವಕಾಶ ನೀಡಲಾಗುವುದು. ಎಲ್ಲಾ ವಿದ್ಯಾರ್ಥಿಗಳಿಗೆ ಮಾಸ್ಕ್ ವಿತರಿಸಲಾಗುವುದು. ಕೇಂದ್ರಗಳಲ್ಲಿ ಸ್ಯಾನಿಟೈಸರ್ ವ್ಯವಸ್ಥೆ ಮಾಡಲಾಗುವುದು. ವಿದ್ಯಾರ್ಥಿಗಳ ಆರೋಗ್ಯ ತಪಾಸಣೆಗೆ ವೈದ್ಯಕೀಯ ತಂಡ ನಿಯೋಜಿಸಲಾಗುವುದು. ಶಿಕ್ಷಣ ಇಲಾಖೆ ಚಂದನ ವಾಹಿನಿಯಲ್ಲಿ ಕನ್ನಡ ಪಾಠಗಳ ಪುನರ್ಮನನ ತರಗತಿಗಳನ್ನು ಆರಂಭಿಸಿದೆ. ಸಂವೇದ ಕಾರ್ಯಕ್ರಮದಡಿ ಗಣಿತ, ವಿಜ್ಞಾನ, ಸಮಾಜ ವಿಜ್ಞಾನ ಹಾಗೂ ಭಾಷಾ ವಿಷಯಗಳ ಪಾಠಗಳು ಪ್ರಸಾರವಾಗುತ್ತಿವೆ. ಪರೀಕ್ಷಾ ದಿನಾಂಕ ನಿಗದಿಯಾದ ನಂತರ ಪ್ರವೇಶ ಪತ್ರ ವಿತರಿಸಲಾಗುವುದು. ವಿದ್ಯಾರ್ಥಿಗಳು ಇಲಾಖೆಯ ವೆಬ್‍ಸೈಟ್ ಮೂಲಕ ಮಾಹಿತಿ ಪಡೆಯಬಹುದು. ಪೋಷಕರು ಮಕ್ಕಳ ಕಲಿಕೆಯ ಬಗ್ಗೆ ಹೆಚ್ಚಿನ ಗಮನ ಹರಿಸಬೇಕು. ಆರೋಗ್ಯ ಕಾಪಾಡಿಕೊಳ್ಳಬೇಕು ಎಂದು ಅಧಿಕಾರಿಗಳು ಸಲಹೆ ನೀಡಿದ್ದಾರೆ. ಯಾವುದೇ ಆತಂಕವಿಲ್ಲದೆ ಪರೀಕ್ಷೆ ಬರೆಯಲು ಸಿದ್ಧರಾಗಬೇಕು. ಶಿಕ್ಷಕರು ನಿರಂತರವಾಗಿ ಸಂಪರ್ಕದಲ್ಲಿರುವರು. ಜಿಲ್ಲಾ ಉಪನಿರ್ದೇಶಕರು ಈ ಕುರಿತು ಸೂಚನೆ ನೀಡಿದ್ದಾರೆ. [52, 998, 282, 1110]
migrant-bus-photo [662, 1232, 910, 1352]
left-item-head-text: ಇಂದು ಪ್ರಥಮ ಪಿಯು ಫಲಿತಾಂಶ [67, 854, 205, 869]
left-item-head-text: ಮೇ 20ರ ನಂತರ ಬಸ್, ರೈಲು ಸಂಚಾರ [67, 622, 238, 637]
page-number-badge [52, 50, 104, 76]
color-bar [860, 1404, 897, 1414]
academy-body-3: ಸರ್ಕಾರದ ಆದೇಶದ ಮೇರೆಗೆ ಮೂರು ವರ್ಷಗಳ ಅವಧಿಗೆ ಅವರು ಅಧ್ಯಕ್ಷರಾಗಿ ಕಾರ್ಯನಿರ್ವಹಿಸಲಿದ್ದಾರೆ. ವಿಜ್ಞಾನ ಕ್ಷೇತ್ರದ ಪ್ರಗತಿಗೆ ಶ್ರಮಿಸುವುದಾಗಿ ಅವರು ತಿಳಿಸಿದ್ದಾರೆ. [566, 1276, 656, 1310]
liquor-head-box [288, 714, 656, 758]
home-quarantine-head: ಹೊರ ರಾಜ್ಯದಿಂದ ಬಂದವರಿಗೆ ಹೋಂ ಕ್ವಾರಂಟೈನ್ [486, 320, 712, 336]
bullet-icon: ■ [52, 310, 65, 325]
left-item-head [52, 854, 282, 872]
registration-mark-icon [14, 1398, 32, 1416]
left-item-head [52, 738, 282, 756]
issue-date: ಮಂಗಳವಾರ 5 ಮೇ 2020 [750, 50, 907, 69]
liquor-story-head: ಕೊಡಗಿನಲ್ಲಿ ಶಿಸ್ತುಬದ್ಧವಾಗಿ ಮದ್ಯ ಖರೀದಿ [296, 720, 648, 751]
kit-story-body: ತಿ.ನರಸೀಪುರ, ಮೇ 4(ಎಸ್‍ಕೆ)– ಕೊರೊನಾ ಸೋಂಕು ತಡೆಗಟ್ಟಲು ಲಾಕ್‍ಡೌನ್ ಜಾರಿಯಲ್ಲಿರುವ ಹಿನ್ನೆಲೆಯಲ್ಲಿ ಸಂಕಷ್ಟಕ್ಕೆ ಸಿಲುಕಿರುವ ಕಾರ್ಮಿಕರಿಗೆ ಎತ್ತಿನಗಾಡಿ ಕೂಲಿ ಕಾರ್ಮಿಕರ ಸಂಘದ ವತಿಯಿಂದ ದಿನಸಿ ಕಿಟ್ ವಿತರಿಸಲಾಯಿತು. ಪಟ್ಟಣದ ಸಂಘದ ಕಚೇರಿ ಆವರಣದಲ್ಲಿ ನಡೆದ ಕಾರ್ಯಕ್ರಮದಲ್ಲಿ ಶಾಸಕರು ಕಿಟ್ ವಿತರಿಸಿ ಮಾತನಾಡಿದರು. ಲಾಕ್‍ಡೌನ್‍ನಿಂದ ಕೂಲಿ ಕಾರ್ಮಿಕರು ಸಂಕಷ್ಟ ಎದುರಿಸುತ್ತಿದ್ದಾರೆ. ಸಮಾಜ ಸೇವಾ ಮನೋಭಾವ ಹೊಂದಿರುವವರು ನೆರವಿಗೆ ಧಾವಿಸಬೇಕು ಎಂದರು. ಸಮುದಾಯ ಆರೋಗ್ಯ ಅಧಿಕಾರಿ ಎಸ್. ರವಿಶಂಕರ್, ಮುಖಂಡರು ಹಾಜರಿದ್ದರು. [474, 538, 600, 624]
top-story [288, 82, 910, 148]
taskforce-meeting-photo [418, 150, 780, 300]
page-number: 7 [79, 51, 94, 75]
academy-body-2: ಕೇಂದ್ರ ಕೃಷಿ ವಿಶ್ವವಿದ್ಯಾಲಯದ ಕುಲಪತಿಯಾಗಿಯೂ ಕಾರ್ಯನಿರ್ವಹಿಸಿದ್ದ ಅವರು ಪದ್ಮಶ್ರೀ ಪುರಸ್ಕೃತರು. ಮೀನುಗಾರಿಕೆ ವಿಜ್ಞಾನದಲ್ಲಿ ಅಪಾರ ಸಂಶೋಧನೆ ನಡೆಸಿದ್ದಾರೆ. ಹಲವು ರಾಷ್ಟ್ರೀಯ ಹಾಗೂ ಅಂತರರಾಷ್ಟ್ರೀಯ ಪ್ರಶಸ್ತಿಗಳಿಗೆ ಭಾಜನರಾಗಿದ್ದಾರೆ. [468, 1276, 562, 1327]
kodagu-bus-head2: ಬಸ್ ಸಂಚಾರ ಆರಂಭ [332, 520, 426, 535]
kodagu-bus-head-box [288, 504, 470, 566]
home-quarantine-head-box [418, 320, 780, 342]
bullet-icon: ■ [52, 854, 65, 869]
continued-band: ಒಂದನೇ ಪುಟದಿಂದ [52, 82, 282, 100]
